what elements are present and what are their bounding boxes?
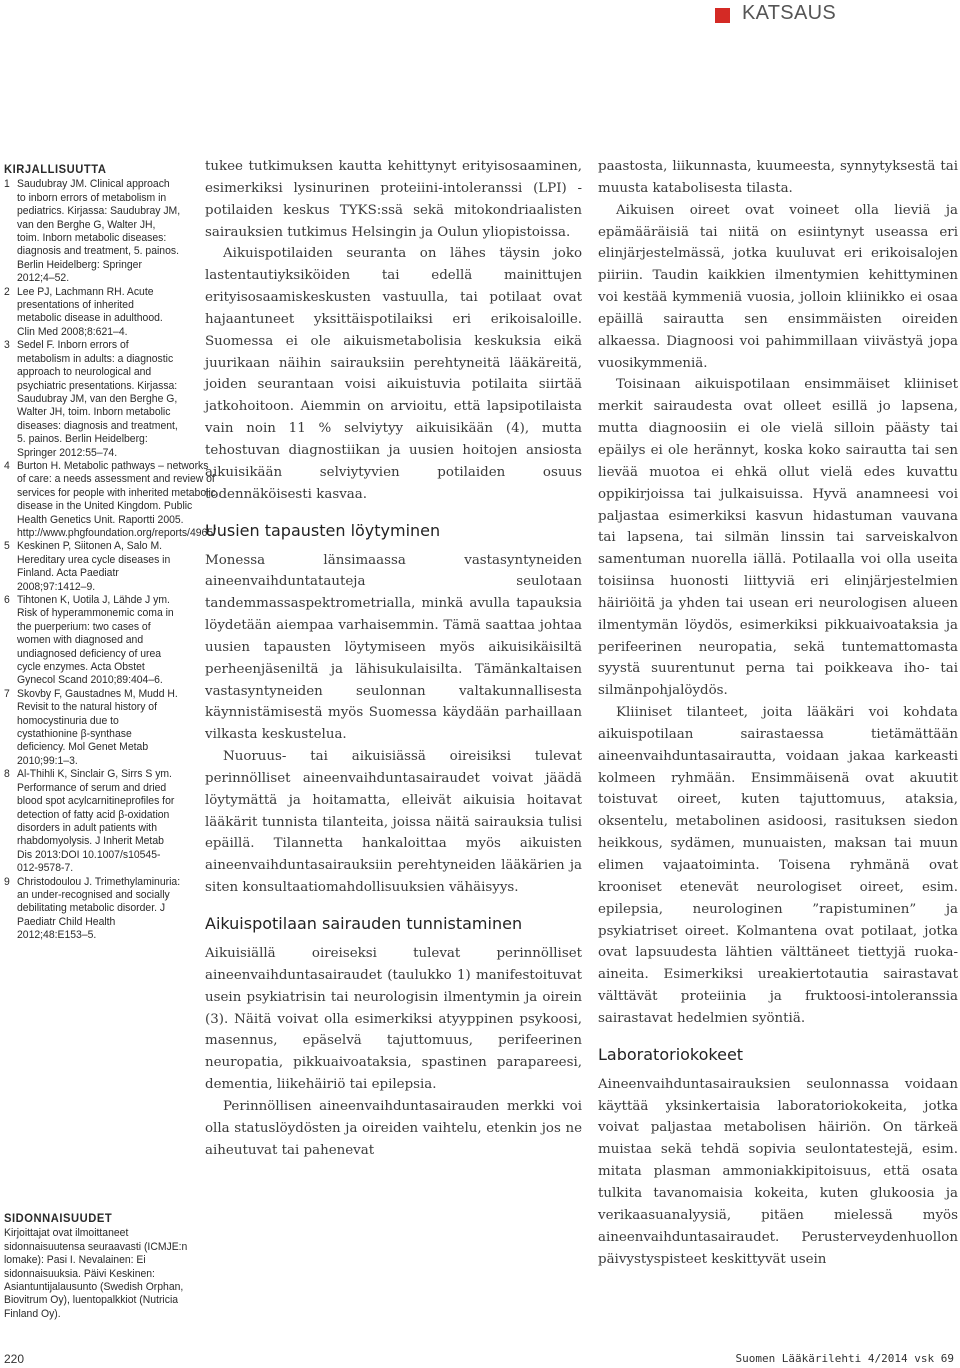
reference-item [4,768,181,875]
reference-text: Keskinen P, Siitonen A, Salo M. Hereditary urea cycle diseases in Finland. Acta Paediatr 2008;97:1412–9. [17,540,171,593]
paragraph: Aikuisen oireet ovat voineet olla lieviä ja epämääräisiä tai niitä on esiintynyt useassa eri elinjärjestelmässä, jotka kuuluvat eri erikoisalojen piiriin. Taudin kaikkien ilmentymien kehittyminen voi kestää kymmeniä vuosia, jolloin kliinikko ei osaa epäillä sairautta sen ensimmäisten oireiden alkaessa. Diagnoosi voi pahimmillaan viivästyä jopa vuosikymmeniä. [598,202,958,371]
section-label: KATSAUS [742,2,836,24]
references-title: KIRJALLISUUTTA [4,162,107,176]
paragraph: Kliiniset tilanteet, joita lääkäri voi kohdata aikuispotilaan sairastaessa tietämättään aineenvaihduntasairautta, voidaan jakaa karkeasti kolmeen ryhmään. Ensimmäisenä ovat akuutit toistuvat oireet, kuten tajuttomuus, ataksia, oksentelu, metabolinen asidoosi, rasituksen siedon heikkous, sydämen, munuaisten, maksan tai muun elimen vajaatoiminta. Toisena ryhmänä ovat krooniset etenevät neurologiset oireet, esim. epilepsia, neurologinen ”rapistuminen” ja psykiatriset oireet. Kolmantena ovat potilaat, jotka ovat lapsuudesta lähtien välttäneet tiettyjä ruoka-aineita. Esimerkiksi ureakiertotautia sairastavat välttävät proteiinia ja fruktoosi-intoleranssia sairastavat hedelmien syöntiä. [598,705,958,1026]
reference-item [4,178,181,285]
body-column-right [598,156,958,1270]
reference-item [4,286,181,340]
section-heading: Laboratoriokokeet [598,1044,744,1064]
reference-text: Saudubray JM. Clinical approach to inborn errors of metabolism in pediatrics. Kirjassa: Saudubray JM, van den Berghe G, Walter JH, toim. Inborn metabolic diseases: diagnosis and treatment, 5. painos. Berlin Heidelberg: Springer 2012;4–52. [17,178,181,285]
reference-number: 9 [4,875,10,888]
journal-info: Suomen Lääkärilehti 4/2014 vsk 69 [735,1352,954,1365]
reference-item [4,459,216,540]
reference-text: Tihtonen K, Uotila J, Lähde J ym. Risk of hyperammonemic coma in the puerperium: two cases of women with diagnosed and undiagnosed deficiency of urea cycle enzymes. Acta Obstet Gynecol Scand 2010;89:404–6. [17,594,174,687]
reference-text: Burton H. Metabolic pathways – networks of care: a needs assessment and review of services for people with inherited metabolic disease in the United Kingdom. Public Health Genetics Unit. Raportti 2005. http://www.phgfoundation.org/reports/4965/ [17,459,216,539]
paragraph: Nuoruus- tai aikuisiässä oireisiksi tulevat perinnölliset aineenvaihduntasairaudet voivat jäädä löytymättä ja hoitamatta, elleivät aikuisia hoitavat lääkärit tunnista tilanteita, joissa näitä sairauksia tulisi epäillä. Tilannetta hankaloittaa myös aikuisten aineenvaihduntasairauksiin perehtyneiden lääkärien ja siten konsultaatiomahdollisuuksien vähäisyys. [205,749,582,896]
reference-number: 5 [4,540,10,553]
paragraph: Perinnöllisen aineenvaihduntasairauden merkki voi olla statuslöydösten ja oireiden vaihtelu, etenkin jos ne aiheutuvat tai pahenevat [205,1098,582,1158]
reference-text: Christodoulou J. Trimethylaminuria: an under-recognised and socially debilitating metabolic disorder. J Paediatr Child Health 2012;48:E153–5. [17,875,181,942]
reference-number: 4 [4,459,10,472]
reference-text: Skovby F, Gaustadnes M, Mudd H. Revisit to the natural history of homocystinuria due to cystathionine β-synthase deficiency. Mol Genet Metab 2010;99:1–3. [17,687,178,767]
section-heading: Aikuispotilaan sairauden tunnistaminen [205,914,523,933]
paragraph: Toisinaan aikuispotilaan ensimmäiset kliiniset merkit sairaudesta ovat olleet esillä jo lapsena, mutta diagnoosiin ei ole vielä silloin päästy tai epäilys ei ole herännyt, koska koko sairautta tai sen lievää muotoa ei ehkä ollut vielä edes kuvattu oppikirjoissa tai julkaisuissa. Hyvä anamneesi voi paljastaa esimerkiksi kasvun hidastuman vauvana tai lapsena, tai silmän linssin tai sarveiskalvon samentuman nuorella iällä. Potilaalla voi olla useita toisiinsa huonosti liittyviä eri elinjärjestelmien häiriöitä ja yhden tai usean eri neurologisen alueen ilmentymän löydös, esimerkiksi pikkuaivoataksia ja perifeerinen neuropatia, sekä tuntemattomasta syystä suurentunut perna tai poikkeava iho- tai silmänpohjalöydös. [598,377,958,699]
reference-number: 8 [4,768,10,781]
reference-number: 3 [4,339,10,352]
references-block [4,162,216,943]
reference-text: Al-Thihli K, Sinclair G, Sirrs S ym. Performance of serum and dried blood spot acylcarnitineprofiles for detection of fatty acid β-oxidation disorders in adult patients with rhabdomyolysis. J Inherit Metab Dis 2013:DOI 10.1007/s10545-012-9578-7. [17,768,175,875]
section-marker-square-icon [715,8,730,23]
section-header [0,0,960,40]
reference-number: 6 [4,594,10,606]
section-heading: Uusien tapausten löytyminen [205,520,441,540]
paragraph: Aikuispotilaiden seuranta on lähes täysin joko lastentautiyksiköiden tai edellä mainittujen erityisosaamiskeskusten vastuulla, tai potilaat ovat hajaantuneet yksittäispotilaiksi eri erikoisaloille. Suomessa ei ole aikuismetabolisia keskuksia eikä juurikaan näihin sairauksiin perehtyneitä lääkäreitä, joiden seurantaan voisi aikuistuvia potilaita siirtää jatkohoitoon. Aiemmin on arvioitu, että lapsipotilaista vain noin 11 % selviytyy aikuisikään (4), mutta tehostuvan diagnostiikan ja uusien hoitojen ansiosta aikuisikään selviytyvien potilaiden osuus todennäköisesti kasvaa. [205,246,582,502]
body-column-middle [205,156,582,1161]
disclosures-text: Kirjoittajat ovat ilmoittaneet sidonnaisuutensa seuraavasti (ICMJE:n lomake): Pasi I. Nevalainen: Ei sidonnaisuuksia. Päivi Keskinen: Asiantuntijalausunto (Swedish Orphan, Biovitrum Oy), luentopalkkiot (Nutricia Finland Oy). [4,1227,188,1320]
disclosures-title: SIDONNAISUUDET [4,1211,113,1225]
reference-item [4,540,181,594]
reference-item [4,339,181,460]
page-number: 220 [4,1352,25,1366]
reference-item [4,594,181,688]
reference-text: Lee PJ, Lachmann RH. Acute presentations of inherited metabolic disease in adulthood. Clin Med 2008;8:621–4. [17,285,163,338]
paragraph: Aineenvaihduntasairauksien seulonnassa voidaan käyttää yksinkertaisia laboratoriokokeita, jotka voivat paljastaa metabolisen häiriön. On tärkeä muistaa sekä tehdä sopivia seulontatestejä, esim. mitata plasman ammoniakkipitoisuus, että osata tulkita tavanomaisia kokeita, kuten glukoosia ja verikaasuanalyysiä, pitäen mielessä myös aineenvaihduntasairaudet. Perusterveydenhuollon päivystyspisteet keskittyvät usein [598,1076,958,1267]
paragraph: Aikuisiällä oireiseksi tulevat perinnölliset aineenvaihduntasairaudet (taulukko 1) manifestoituvat usein psykiatrisin tai neurologisin ilmentymin ja oirein (3). Näitä voivat olla esimerkiksi atyyppinen psykoosi, masennus, epäselvä tajuttomuus, perifeerinen neuropatia, pikkuaivoataksia, spastinen parapareesi, dementia, liikehäiriö tai epilepsia. [205,946,582,1093]
paragraph: tukee tutkimuksen kautta kehittynyt erityisosaaminen, esimerkiksi lysinurinen proteiini-intoleranssi (LPI) -potilaiden keskus TYKS:ssä sekä mitokondriaalisten sairauksien tutkimus Helsingin ja Oulun yliopistoissa. [205,159,582,240]
reference-number: 1 [4,178,10,191]
reference-number: 2 [4,285,10,298]
reference-text: Sedel F. Inborn errors of metabolism in adults: a diagnostic approach to neurological and psychiatric presentations. Kirjassa: Saudubray JM, van den Berghe G, Walter JH, toim. Inborn metabolic diseases: diagnosis and treatment, 5. painos. Berlin Heidelberg: Springer 2012:55–74. [17,339,178,459]
disclosures-block [4,1212,190,1321]
paragraph: paastosta, liikunnasta, kuumeesta, synnytyksestä tai muusta katabolisesta tilasta. [598,159,958,196]
reference-item [4,688,181,768]
paragraph: Monessa länsimaassa vastasyntyneiden aineenvaihduntatauteja seulotaan tandemmassaspektrometrialla, minkä avulla tapauksia löydetään aiempaa varhaisemmin. Tämä saattaa johtaa uusien tapausten löytymiseen myös aikuisikäisiltä perheenjäseniltä ja lähisukulaisilta. Tämänkaltaisen vastasyntyneiden seulonnan valtakunnallisesta käynnistämisestä myös Suomessa käydään parhaillaan vilkasta keskustelua. [205,552,582,743]
reference-number: 7 [4,687,10,700]
reference-item [4,876,181,943]
